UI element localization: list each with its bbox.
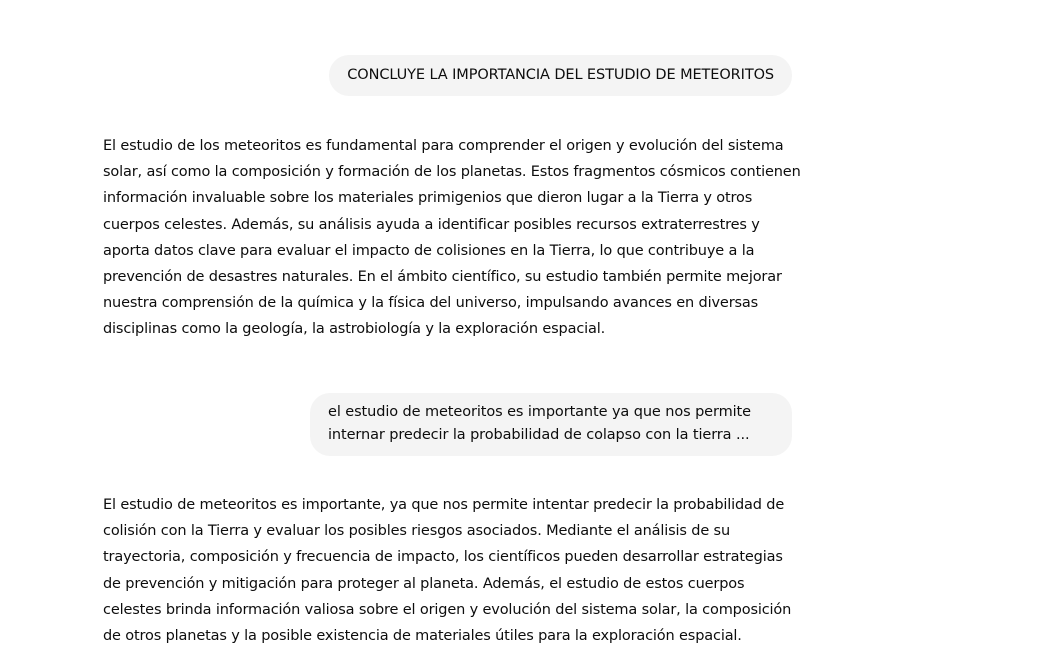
user-message-bubble: el estudio de meteoritos es importante ya que nos permite internar predecir la probabilidad de colapso con la tierra ... [310, 393, 792, 456]
assistant-message: El estudio de los meteoritos es fundamental para comprender el origen y evolución del sistema solar, así como la composición y formación de los planetas. Estos fragmentos cósmicos contienen información invaluable sobre los materiales primigenios que dieron lugar a la Tierra y otros cuerpos celestes. Además, su análisis ayuda a identificar posibles recursos extraterrestres y aporta datos clave para evaluar el impacto de colisiones en la Tierra, lo que contribuye a la prevención de desastres naturales. En el ámbito científico, su estudio también permite mejorar nuestra comprensión de la química y la física del universo, impulsando avances en diversas disciplinas como la geología, la astrobiología y la exploración espacial. [103, 138, 801, 338]
assistant-message: El estudio de meteoritos es importante, ya que nos permite intentar predecir la probabilidad de colisión con la Tierra y evaluar los posibles riesgos asociados. Mediante el análisis de su trayectoria, composición y frecuencia de impacto, los científicos pueden desarrollar estrategias de prevención y mitigación para proteger al planeta. Además, el estudio de estos cuerpos celestes brinda información valiosa sobre el origen y evolución del sistema solar, la composición de otros planetas y la posible existencia de materiales útiles para la exploración espacial. [103, 497, 792, 645]
user-message-bubble: CONCLUYE LA IMPORTANCIA DEL ESTUDIO DE METEORITOS [329, 55, 792, 96]
